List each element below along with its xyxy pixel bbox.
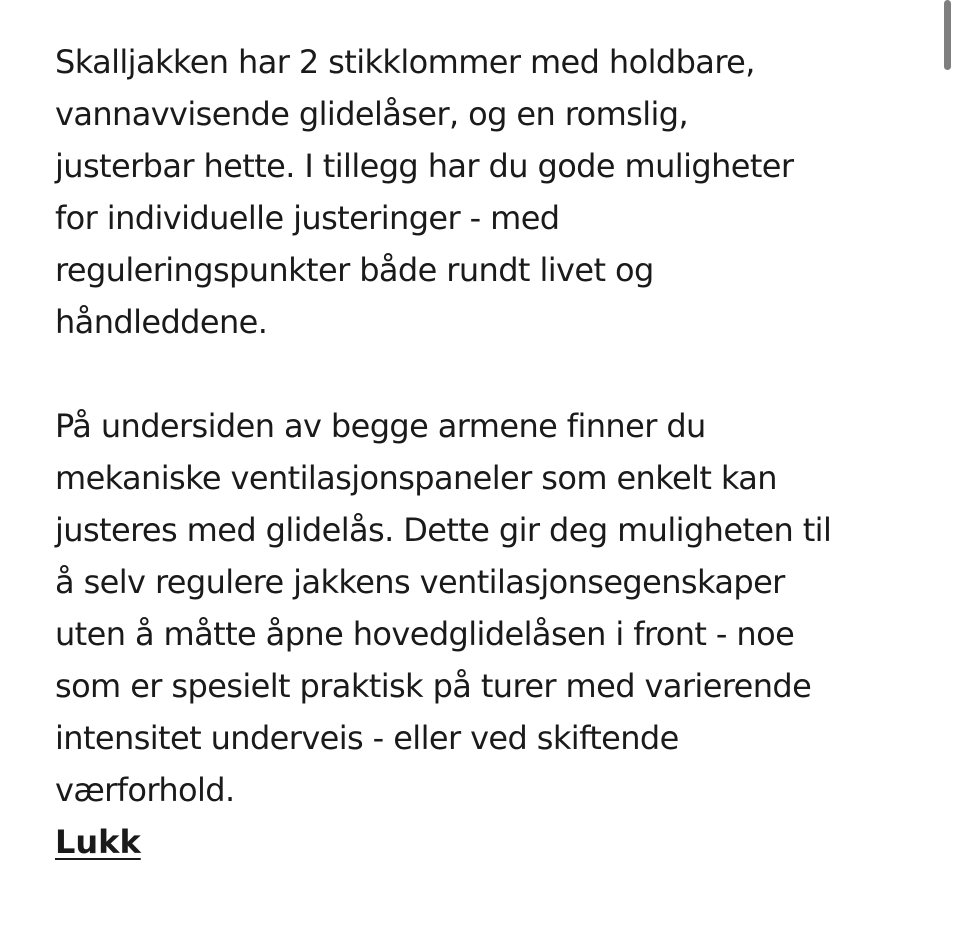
scrollbar-thumb[interactable] bbox=[944, 0, 951, 70]
description-paragraph-pockets: Skalljakken har 2 stikklommer med holdbare, vannavvisende glidelåser, og en romslig, justerbar hette. I tillegg har du gode muligheter for individuelle justeringer - med reguleringspunkter både rundt livet og håndleddene. bbox=[55, 43, 794, 341]
paragraph-spacer bbox=[55, 348, 935, 400]
product-description-panel bbox=[55, 36, 935, 868]
close-link[interactable]: Lukk bbox=[55, 823, 141, 861]
description-paragraph-ventilation: På undersiden av begge armene finner du mekaniske ventilasjonspaneler som enkelt kan justeres med glidelås. Dette gir deg muligheten til å selv regulere jakkens ventilasjonsegenskaper uten å måtte åpne hovedglidelåsen i front - noe som er spesielt praktisk på turer med varierende intensitet underveis - eller ved skiftende værforhold. bbox=[55, 407, 832, 809]
